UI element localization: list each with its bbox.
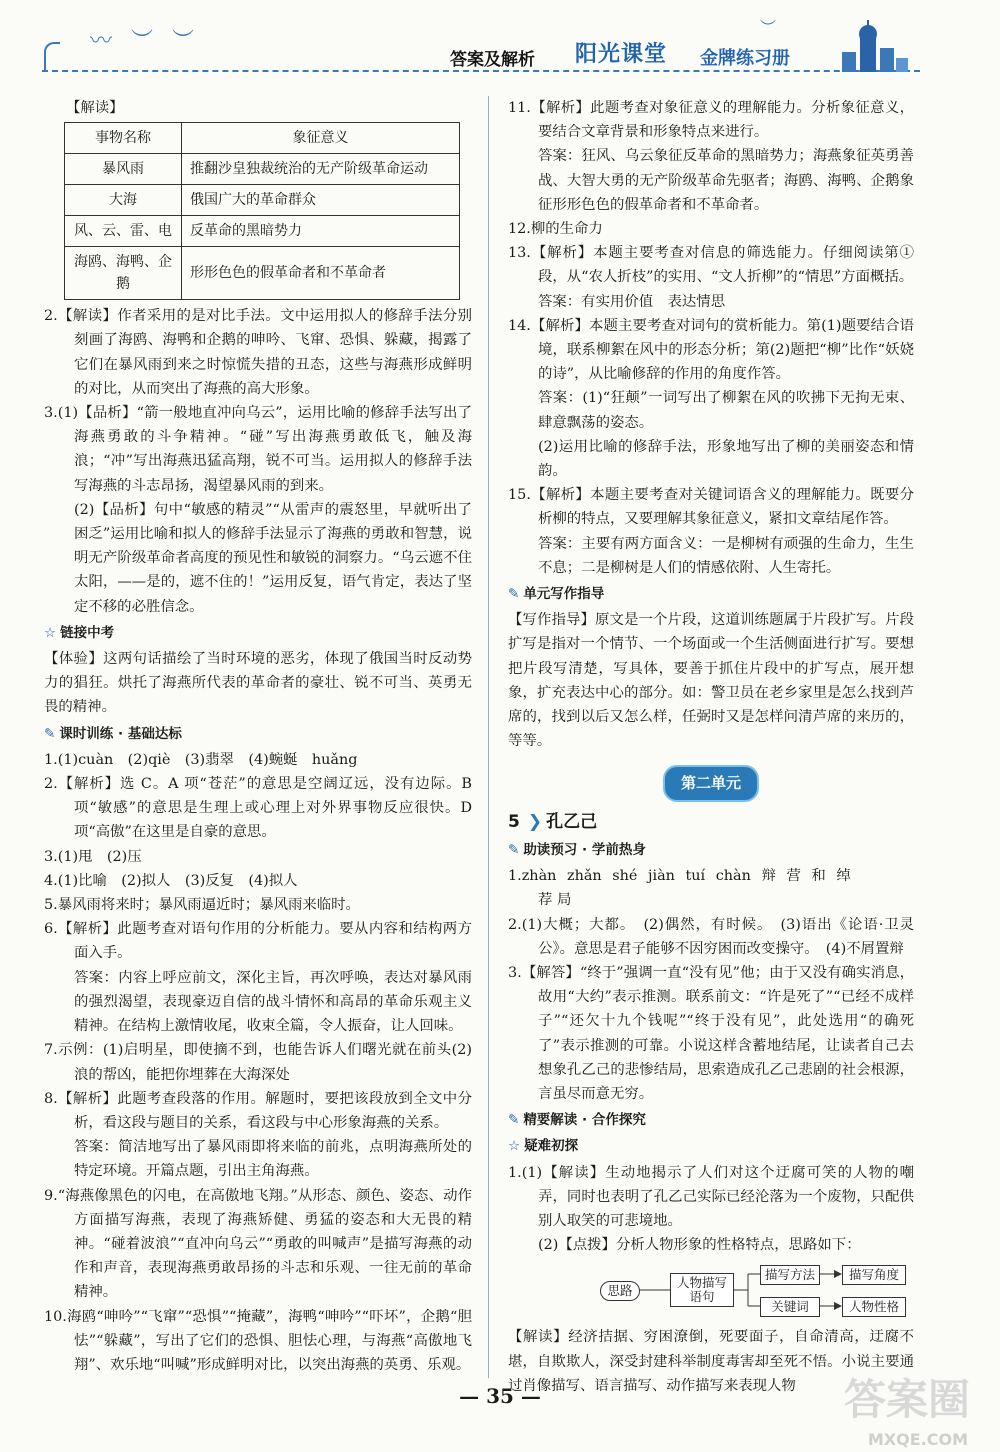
answer-t1: 1.(1)cuàn (2)qiè (3)翡翠 (4)蜿蜒 huǎng xyxy=(44,751,358,768)
table-cell: 反革命的黑暗势力 xyxy=(182,216,460,247)
castle-illustration-icon xyxy=(820,18,915,76)
answer-t8: 8.【解析】此题考查段落的作用。解题时，要把该段放到全文中分析，看这段与题目的关系，看这段与中心形象海燕的关系。 xyxy=(44,1090,472,1131)
answer-y2: (2)【点拨】分析人物形象的性格特点，思路如下： xyxy=(538,1237,861,1254)
column-divider xyxy=(488,96,489,1378)
table-cell: 海鸥、海鸭、企鹅 xyxy=(65,247,182,300)
section-link-exam xyxy=(44,621,472,645)
header-corner-decoration xyxy=(44,42,60,70)
header-title: 答案及解析 xyxy=(450,50,535,70)
answer-t9: 9.“海燕像黑色的闪电，在高傲地飞翔。”从形态、颜色、姿态、动作方面描写海燕，表现了海燕矫健、勇猛的姿态和大无畏的精神。“碰着波浪”“直冲向乌云”“勇敢的叫喊声”是描写海燕的动作和声音，表现海燕勇敢昂扬的斗志和乐观、一往无前的革命精神。 xyxy=(44,1187,472,1301)
answer-p2: 2.(1)大概；大都。 (2)偶然，有时候。 (3)语出《论语·卫灵公》。意思是君子能够不因穷困而改变操守。 (4)不屑置辩 xyxy=(508,916,914,957)
lesson-heading xyxy=(508,810,914,834)
answer-p1: 1.zhàn zhǎn shé jiàn tuí chàn 辩 营 和 绰 xyxy=(508,868,851,885)
page-number: — 35 — xyxy=(459,1384,541,1408)
table-cell: 俄国广大的革命群众 xyxy=(182,185,460,216)
answer-r13: 13.【解析】本题主要考查对信息的筛选能力。仔细阅读第①段，从“农人折枝”的实用、“文人折柳”的“情思”方面概括。 xyxy=(508,245,914,286)
lesson-number: 5 xyxy=(508,811,520,832)
answer-r15-solution: 答案：主要有两方面含义：一是柳树有顽强的生命力，生生不息；二是柳树是人们的情感依附、人生寄托。 xyxy=(538,535,914,576)
diagram-angle: 描写角度 xyxy=(842,1265,906,1285)
section-writing-guide xyxy=(508,582,914,606)
section-training xyxy=(44,722,472,746)
lesson-title: 孔乙己 xyxy=(546,811,598,832)
pen-icon: ✎ xyxy=(508,841,520,858)
answer-r13-solution: 答案：有实用价值 表达情思 xyxy=(538,293,726,310)
table-cell: 风、云、雷、电 xyxy=(65,216,182,247)
diagram-keyword: 关键词 xyxy=(760,1297,820,1317)
table-row xyxy=(65,154,460,185)
diagram-start: 思路 xyxy=(600,1281,640,1301)
answer-q2: 2.【解读】作者采用的是对比手法。文中运用拟人的修辞手法分别刻画了海鸥、海鸭和企鹅的呻吟、飞窜、恐惧、躲藏，揭露了它们在暴风雨到来之时惊慌失措的丑态，这些与海燕形成鲜明的对比，从而突出了海燕的高大形象。 xyxy=(44,308,472,397)
seagull-icons: 〰 ︶ ︶ xyxy=(90,29,200,54)
unit-banner xyxy=(508,765,914,801)
table-cell: 暴风雨 xyxy=(65,154,182,185)
table-row xyxy=(65,185,460,216)
section-analysis xyxy=(508,1108,914,1132)
right-column xyxy=(508,96,914,1398)
diagram-mid: 人物描写语句 xyxy=(670,1273,734,1307)
table-cell: 大海 xyxy=(65,185,182,216)
table-cell: 形形色色的假革命者和不革命者 xyxy=(182,247,460,300)
section-title: 精要解读 · 合作探究 xyxy=(523,1112,646,1129)
answer-t6-solution: 答案：内容上呼应前文，深化主旨，再次呼唤，表达对暴风雨的强烈渴望，表现豪迈自信的战斗情怀和高昂的革命乐观主义精神。在结构上激情收尾，收束全篇，令人振奋，让人回味。 xyxy=(74,969,472,1035)
answer-t10: 10.海鸥“呻吟”“飞窜”“恐惧”“掩藏”，海鸭“呻吟”“吓坏”，企鹅“胆怯”“躲藏”，写出了它们的恐惧、胆怯心理，与海燕“高傲地飞翔”、欢乐地“叫喊”形成鲜明对比，以突出海燕的英勇、乐观。 xyxy=(44,1308,472,1373)
watermark-url: MXQE.COM xyxy=(867,1430,968,1449)
section-title: 疑难初探 xyxy=(524,1138,579,1155)
left-column xyxy=(44,96,472,1377)
diagram-character: 人物性格 xyxy=(842,1297,906,1317)
section-title: 助读预习 · 学前热身 xyxy=(523,841,646,858)
answer-r11: 11.【解析】此题考查对象征意义的理解能力。分析象征意义，要结合文章背景和形象特点来进行。 xyxy=(508,100,914,141)
answer-y3: 【解读】经济拮据、穷困潦倒，死要面子，自命清高，迂腐不堪，自欺欺人，深受封建科举制度毒害却至死不悟。小说主要通过肖像描写、语言描写、动作描写来表现人物 xyxy=(508,1329,914,1394)
table-row xyxy=(65,247,460,300)
watermark-logo: 答案圈 xyxy=(843,1375,970,1424)
table-cell: 推翻沙皇独裁统治的无产阶级革命运动 xyxy=(182,154,460,185)
star-icon: ☆ xyxy=(44,624,57,641)
diagram-method: 描写方法 xyxy=(760,1265,820,1285)
answer-t2: 2.【解析】选 C。A 项“苍茫”的意思是空阔辽远，没有边际。B 项“敏感”的意思是生理上或心理上对外界事物反应很快。D 项“高傲”在这里是自豪的意思。 xyxy=(44,776,472,841)
table-header-cell: 象征意义 xyxy=(182,123,460,154)
answer-t6: 6.【解析】此题考查对语句作用的分析能力。要从内容和结构两方面入手。 xyxy=(44,921,472,962)
chevron-right-icon: ❯ xyxy=(527,811,543,832)
answer-r14: 14.【解析】本题主要考查对词句的赏析能力。第(1)题要结合语境，联系柳絮在风中的形态分析；第(2)题把“柳”比作“妖娆的诗”，从比喻修辞的作用的角度作答。 xyxy=(508,317,914,383)
answer-r15: 15.【解析】本题主要考查对关键词语含义的理解能力。既要分析柳的特点，又要理解其象征意义，紧扣文章结尾作答。 xyxy=(508,487,914,528)
answer-r12: 12.柳的生命力 xyxy=(508,221,603,238)
answer-p3: 3.【解答】“终于”强调一直“没有见”他；由于又没有确实消息，故用“大约”表示推测。联系前文：“许是死了”“已经不成样子”“还欠十九个钱呢”“终于没有见”，此处选用“的确死了”表示推测的可靠。小说这样含蓄地结尾，让读者自己去想象孔乙己的悲惨结局，思索造成孔乙己悲剧的社会根源，言虽尽而意无穷。 xyxy=(508,964,914,1102)
section-difficulty xyxy=(508,1134,914,1158)
answer-t5: 5.暴风雨将来时；暴风雨逼近时；暴风雨来临时。 xyxy=(44,897,360,914)
answer-q3-part1: 3.(1)【品析】“箭一般地直冲向乌云”，运用比喻的修辞手法写出了海燕勇敢的斗争精神。“碰”写出海燕勇敢低飞，触及海浪；“冲”写出海燕迅猛高翔，锐不可当。运用拟人的修辞手法写海燕的斗志昂扬，渴望暴风雨的到来。 xyxy=(44,405,472,494)
thinking-diagram xyxy=(508,1261,914,1319)
symbol-table xyxy=(64,122,460,300)
star-icon: ☆ xyxy=(508,1138,521,1155)
section-title: 课时训练 · 基础达标 xyxy=(59,725,182,742)
answer-r14-solution-1: 答案：(1)“狂颠”一词写出了柳絮在风的吹拂下无拘无束、肆意飘荡的姿态。 xyxy=(538,390,914,431)
unit-title: 第二单元 xyxy=(663,765,759,801)
seagull-icon: ︶ xyxy=(760,18,777,37)
pen-icon: ✎ xyxy=(508,1112,520,1129)
answer-t4: 4.(1)比喻 (2)拟人 (3)反复 (4)拟人 xyxy=(44,872,298,889)
table-header-cell: 事物名称 xyxy=(65,123,182,154)
table-row xyxy=(65,216,460,247)
section-title: 链接中考 xyxy=(60,624,115,641)
pen-icon: ✎ xyxy=(508,586,520,603)
pen-icon: ✎ xyxy=(44,725,56,742)
answer-r11-solution: 答案：狂风、乌云象征反革命的黑暗势力；海燕象征英勇善战、大智大勇的无产阶级革命先驱者；海鸥、海鸭、企鹅象征形形色色的假革命者和不革命者。 xyxy=(538,148,914,213)
section-preview xyxy=(508,838,914,862)
answer-p1-cont: 荐 局 xyxy=(538,892,572,909)
answer-t8-solution: 答案：简洁地写出了暴风雨即将来临的前兆，点明海燕所处的特定环境。开篇点题，引出主角海燕。 xyxy=(74,1139,472,1180)
header-brand: 阳光课堂 xyxy=(575,42,668,67)
answer-r14-solution-2: (2)运用比喻的修辞手法，形象地写出了柳的美丽姿态和情韵。 xyxy=(538,438,914,480)
table-header-row xyxy=(65,123,460,154)
answer-t3: 3.(1)甩 (2)压 xyxy=(44,848,142,865)
jiedu-label: 【解读】 xyxy=(66,100,124,116)
section-title: 单元写作指导 xyxy=(523,586,605,603)
page-header xyxy=(0,0,1000,90)
answer-q3-part2: (2)【品析】句中“敏感的精灵”“从雷声的震怒里，早就听出了困乏”运用比喻和拟人的修辞手法显示了海燕的勇敢和智慧，说明无产阶级革命者高度的预见性和敏锐的洞察力。“乌云遮不住太阳，——是的，遮不住的！”运用反复，语气肯定，表达了坚定不移的必胜信念。 xyxy=(74,501,472,615)
answer-y1: 1.(1)【解读】生动地揭示了人们对这个迂腐可笑的人物的嘲弄，同时也表明了孔乙己实际已经沦落为一个废物，只配供别人取笑的可悲境地。 xyxy=(508,1164,914,1229)
writing-guide-text: 【写作指导】原文是一个片段，这道训练题属于片段扩写。片段扩写是指对一个情节、一个场面或一个生活侧面进行扩写。要想把片段写清楚，写具体，要善于抓住片段中的扩写点，展开想象，扩充表达中心的部分。如：警卫员在老乡家里是怎么找到芦席的，找到以后又怎么样，任弼时又是怎样问清芦席的来历的，等等。 xyxy=(508,612,914,750)
answer-tiyan: 【体验】这两句话描绘了当时环境的恶劣，体现了俄国当时反动势力的猖狂。烘托了海燕所代表的革命者的豪壮、锐不可当、英勇无畏的精神。 xyxy=(44,651,472,716)
answer-t7: 7.示例：(1)启明星，即使摘不到，也能告诉人们曙光就在前头(2)浪的帮凶，能把你埋葬在大海深处 xyxy=(44,1042,472,1083)
header-subtitle: 金牌练习册 xyxy=(700,48,790,69)
